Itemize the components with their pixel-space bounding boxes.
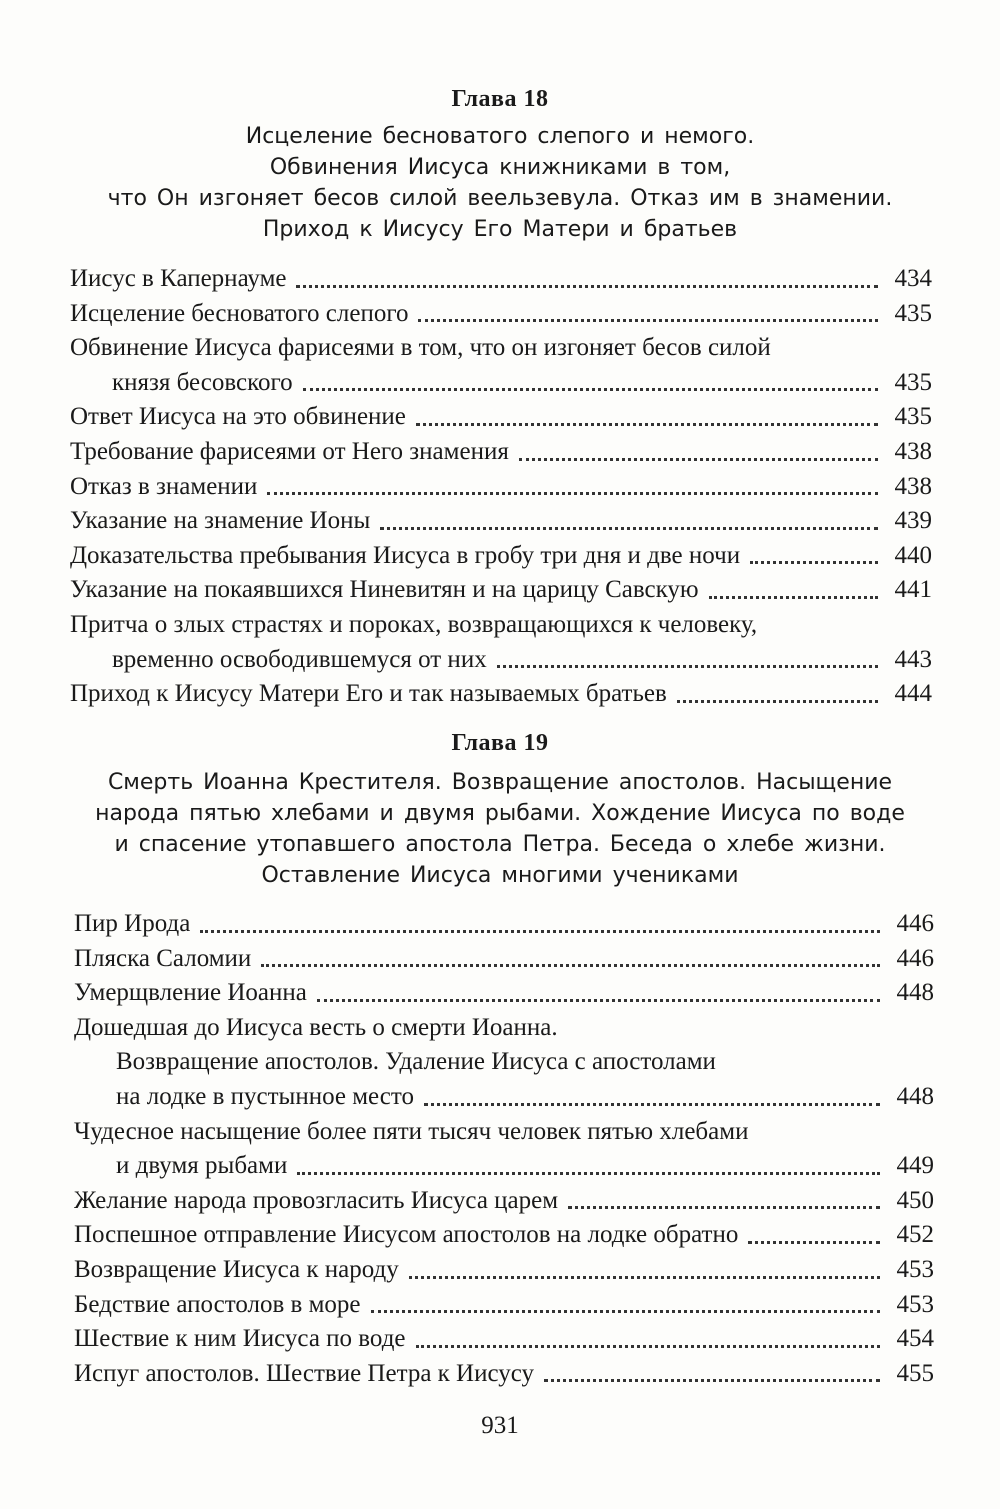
toc-entry-page: 453 (896, 1255, 934, 1283)
dot-leader (544, 1379, 880, 1382)
toc-entry (74, 907, 934, 942)
toc-entry-title: Отказ в знамении (70, 472, 258, 500)
dot-leader (748, 1241, 880, 1244)
dot-leader (409, 1276, 880, 1279)
toc-entry-page: 435 (894, 299, 932, 327)
dot-leader (267, 492, 878, 495)
toc-entry-title: Пир Ирода (74, 910, 191, 937)
toc-entry-page: 455 (896, 1359, 934, 1387)
toc-entry (70, 435, 932, 470)
toc-entry-page: 446 (896, 944, 934, 972)
chapter-18-title: Глава 18 (451, 86, 549, 112)
toc-entry (70, 573, 932, 608)
toc-entry-title: Возвращение апостолов. Удаление Иисуса с апостолами (116, 1048, 716, 1076)
dot-leader (296, 285, 878, 288)
chapter-18-toc (70, 262, 932, 712)
chapter-19-summary (40, 767, 960, 891)
dot-leader (416, 1345, 880, 1348)
chapter-18-summary (40, 121, 960, 245)
toc-entry-title: Шествие к ним Иисуса по воде (74, 1325, 406, 1353)
toc-entry-title: Испуг апостолов. Шествие Петра к Иисусу (74, 1359, 535, 1387)
dot-leader (200, 930, 880, 933)
toc-entry-page: 446 (896, 910, 934, 937)
toc-entry-page: 448 (896, 1082, 934, 1110)
toc-entry (74, 1253, 934, 1288)
toc-entry-page: 438 (894, 472, 932, 500)
toc-entry-title: Обвинение Иисуса фарисеями в том, что он изгоняет бесов силой (70, 334, 771, 362)
toc-entry-title: Иисус в Капернауме (70, 265, 287, 292)
toc-entry-page: 435 (894, 368, 932, 396)
toc-entry (74, 942, 934, 977)
dot-leader (568, 1206, 880, 1209)
toc-entry-page: 452 (896, 1221, 934, 1249)
toc-entry-page: 453 (896, 1290, 934, 1318)
toc-entry-title: Умерщвление Иоанна (74, 979, 307, 1007)
toc-entry (74, 1218, 934, 1253)
summary-line: Обвинения Иисуса книжниками в том, (269, 155, 731, 180)
toc-entry-page: 454 (896, 1325, 934, 1353)
toc-entry-title: Требование фарисеями от Него знамения (70, 437, 509, 465)
toc-entry (74, 1184, 934, 1219)
toc-entry-page: 440 (894, 541, 932, 569)
toc-entry (70, 677, 932, 712)
toc-entry-title: Доказательства пребывания Иисуса в гробу три дня и две ночи (70, 541, 741, 569)
dot-leader (416, 423, 878, 426)
toc-entry (70, 539, 932, 574)
toc-entry-title: князя бесовского (112, 368, 293, 396)
dot-leader (497, 665, 878, 668)
dot-leader (303, 388, 878, 391)
summary-line: Оставление Иисуса многими учениками (261, 863, 739, 888)
summary-line: Исцеление бесноватого слепого и немого. (245, 124, 755, 149)
dot-leader (677, 700, 878, 703)
toc-entry (74, 1322, 934, 1357)
chapter-19-toc (74, 907, 934, 1391)
toc-entry-title: Притча о злых страстях и пороках, возвращающихся к человеку, (70, 610, 758, 638)
toc-entry (70, 262, 932, 297)
toc-entry-page: 439 (894, 507, 932, 535)
dot-leader (261, 964, 880, 967)
dot-leader (418, 319, 878, 322)
toc-entry-page: 438 (894, 437, 932, 465)
summary-line: Смерть Иоанна Крестителя. Возвращение апостолов. Насыщение (107, 770, 893, 795)
toc-entry (74, 976, 934, 1011)
toc-entry-page: 448 (896, 979, 934, 1007)
toc-entry (70, 470, 932, 505)
toc-entry (70, 608, 932, 677)
toc-entry-title: Пляска Саломии (74, 944, 252, 972)
page-number: 931 (481, 1412, 519, 1439)
toc-entry (74, 1011, 934, 1115)
toc-entry (74, 1288, 934, 1323)
toc-entry-page: 443 (894, 645, 932, 673)
toc-entry-title: Желание народа провозгласить Иисуса царем (74, 1186, 559, 1214)
toc-entry (70, 297, 932, 332)
toc-entry-title: Бедствие апостолов в море (74, 1290, 361, 1318)
toc-entry (74, 1115, 934, 1184)
dot-leader (380, 527, 878, 530)
dot-leader (709, 596, 878, 599)
toc-entry-title: Ответ Иисуса на это обвинение (70, 403, 406, 431)
toc-entry-page: 444 (894, 680, 932, 708)
toc-entry-title: Указание на покаявшихся Ниневитян и на царицу Савскую (70, 576, 699, 604)
dot-leader (297, 1172, 880, 1175)
toc-entry-title: Чудесное насыщение более пяти тысяч человек пятью хлебами (74, 1117, 749, 1145)
toc-entry (70, 331, 932, 400)
dot-leader (371, 1310, 880, 1313)
summary-line: и спасение утопавшего апостола Петра. Беседа о хлебе жизни. (114, 832, 886, 857)
summary-line: народа пятью хлебами и двумя рыбами. Хождение Иисуса по воде (95, 801, 905, 826)
dot-leader (317, 999, 880, 1002)
toc-entry-title: временно освободившемуся от них (112, 645, 487, 673)
toc-entry-page: 450 (896, 1186, 934, 1214)
toc-entry-page: 434 (894, 265, 932, 292)
toc-entry (74, 1357, 934, 1392)
toc-entry-page: 449 (896, 1152, 934, 1180)
summary-line: что Он изгоняет бесов силой веельзевула. Отказ им в знамении. (107, 186, 893, 211)
toc-entry-title: на лодке в пустынное место (116, 1082, 414, 1110)
dot-leader (424, 1103, 880, 1106)
dot-leader (519, 458, 878, 461)
toc-entry-title: и двумя рыбами (116, 1152, 288, 1180)
dot-leader (750, 561, 878, 564)
toc-entry-page: 435 (894, 403, 932, 431)
toc-entry-title: Дошедшая до Иисуса весть о смерти Иоанна. (74, 1013, 558, 1041)
toc-entry (70, 400, 932, 435)
toc-entry-title: Указание на знамение Ионы (70, 507, 371, 535)
chapter-19-title: Глава 19 (451, 730, 549, 756)
toc-entry-title: Поспешное отправление Иисусом апостолов на лодке обратно (74, 1221, 739, 1249)
toc-entry (70, 504, 932, 539)
summary-line: Приход к Иисусу Его Матери и братьев (262, 217, 738, 242)
toc-entry-title: Возвращение Иисуса к народу (74, 1255, 399, 1283)
toc-entry-title: Исцеление бесноватого слепого (70, 299, 409, 327)
toc-entry-page: 441 (894, 576, 932, 604)
toc-entry-title: Приход к Иисусу Матери Его и так называемых братьев (70, 680, 667, 708)
